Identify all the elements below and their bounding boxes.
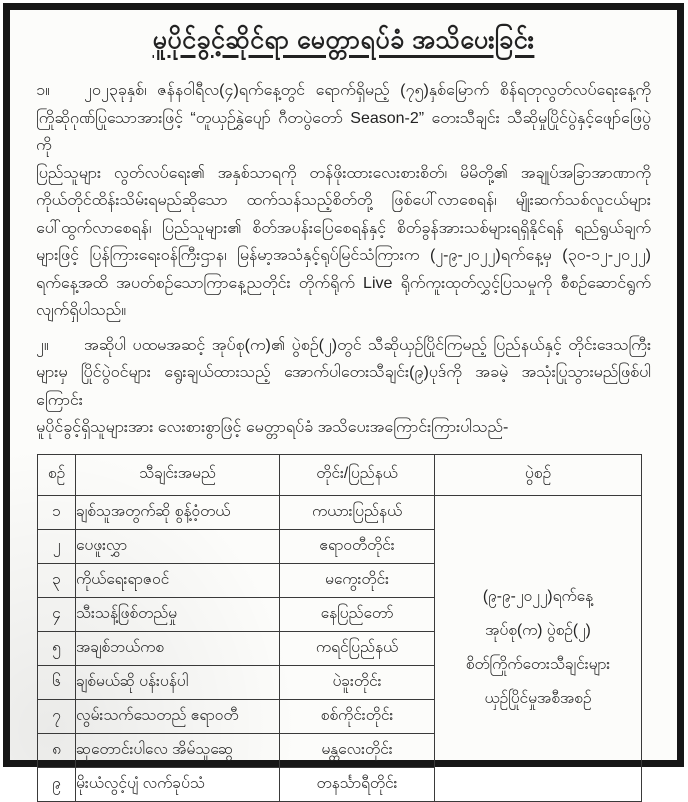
event-cell-line: ယှဉ်ပြိုင်မှုအစီအစဉ် bbox=[484, 690, 592, 707]
cell-number: ၅ bbox=[38, 631, 76, 665]
cell-number: ၁ bbox=[38, 495, 76, 529]
body-paragraphs bbox=[10, 77, 677, 442]
cell-song-name: ကိုယ်ရေးရာဇဝင် bbox=[76, 563, 280, 597]
cell-region-state: ပဲခူးတိုင်း bbox=[280, 665, 435, 699]
paragraph-line: ရက်နေ့အထိ အပတ်စဉ်သောကြာနေ့ညတိုင်း တိုက်ရိုက် Live ရိုက်ကူးထုတ်လွှင့်ပြသမှုကို စီစဉ်ဆောင်ရွက် bbox=[36, 274, 651, 292]
cell-number: ၄ bbox=[38, 597, 76, 631]
paragraph-line: ၂။ အဆိုပါ ပထမအဆင့် အုပ်စု(က)၏ ပွဲစဉ်(၂)တွင် သီဆိုယှဉ်ပြိုင်ကြမည့် ပြည်နယ်နှင့် တိုင်းဒေသကြီး bbox=[36, 332, 651, 360]
header-song-name: သီချင်းအမည် bbox=[76, 454, 280, 495]
paragraph-number: ၁။ bbox=[36, 82, 50, 99]
cell-region-state: ဧရာဝတီတိုင်း bbox=[280, 529, 435, 563]
paragraph-line: ၁။ ၂၀၂၃ခုနှစ်၊ ဇန်နဝါရီလ(၄)ရက်နေ့တွင် ရောက်ရှိမည့် (၇၅)နှစ်မြောက် စိန်ရတုလွတ်လပ်ရေးနေ့ကို bbox=[36, 77, 651, 105]
cell-region-state: မကွေးတိုင်း bbox=[280, 563, 435, 597]
song-table-body bbox=[38, 495, 642, 801]
table-header-row bbox=[38, 454, 642, 495]
event-cell-line: စိတ်ကြိုက်တေးသီချင်းများ bbox=[465, 656, 611, 673]
event-cell-line: (၉-၉-၂၀၂၂)ရက်နေ့ bbox=[482, 588, 594, 605]
paragraph-line: ပေါ်ထွက်လာစေရန်၊ ပြည်သူများ၏ စိတ်အပန်းပြေစေရန်နှင့် စိတ်ခွန်အားသစ်များရရှိနိုင်ရန် ရည်ရွယ်ချက် bbox=[36, 219, 651, 237]
paragraph-number: ၂။ bbox=[36, 336, 49, 354]
cell-song-name: သီးသန့်ဖြစ်တည်မှု bbox=[76, 597, 280, 631]
event-merged-cell bbox=[435, 495, 642, 801]
paragraph bbox=[36, 332, 651, 442]
song-table bbox=[37, 454, 642, 802]
paragraph-line: များမှ ပြိုင်ပွဲဝင်များ ရွေးချယ်ထားသည့် အောက်ပါတေးသီချင်း(၉)ပုဒ်ကို အခမဲ့ အသုံးပြုသွားမည်ဖြစ်ပါ ကြောင်း bbox=[36, 364, 651, 409]
document-page bbox=[3, 3, 684, 792]
cell-number: ၆ bbox=[38, 665, 76, 699]
cell-number: ၃ bbox=[38, 563, 76, 597]
cell-region-state: စစ်ကိုင်းတိုင်း bbox=[280, 699, 435, 733]
cell-region-state: ကယားပြည်နယ် bbox=[280, 495, 435, 529]
header-region-state: တိုင်း/ပြည်နယ် bbox=[280, 454, 435, 495]
paragraph-line: မူပိုင်ခွင့်ရှိသူများအား လေးစားစွာဖြင့် မေတ္တာရပ်ခံ အသိပေးအကြောင်းကြားပါသည်- bbox=[36, 419, 509, 436]
paragraph-line: များဖြင့် ပြန်ကြားရေးဝန်ကြီးဌာန၊ မြန်မာ့အသံနှင့်ရုပ်မြင်သံကြားက (၂-၉-၂၀၂၂)ရက်နေ့မှ (၃၀-၁၂-၂၀၂၂) bbox=[36, 247, 651, 264]
cell-song-name: ချစ်မယ်ဆို ပန်းပန်ပါ bbox=[76, 665, 280, 699]
cell-song-name: လွမ်းသက်သေတည် ဧရာဝတီ bbox=[76, 699, 280, 733]
paragraph-line: လျက်ရှိပါသည်။ bbox=[36, 302, 127, 319]
cell-region-state: မန္တလေးတိုင်း bbox=[280, 733, 435, 767]
cell-number: ၈ bbox=[38, 733, 76, 767]
cell-song-name: မိုးယံလွင့်ပျံ လက်ခုပ်သံ bbox=[76, 767, 280, 801]
paragraph-line: ကိုယ်တိုင်ထိန်းသိမ်းရမည်ဆိုသော ထက်သန်သည့်စိတ်တို့ ဖြစ်ပေါ်လာစေရန်၊ မျိုးဆက်သစ်လူငယ်များ bbox=[36, 192, 651, 209]
cell-song-name: ဆုတောင်းပါလေ အိမ်သူဆွေ bbox=[76, 733, 280, 767]
cell-number: ၂ bbox=[38, 529, 76, 563]
cell-number: ၇ bbox=[38, 699, 76, 733]
paragraph-line: ပြည်သူများ လွတ်လပ်ရေး၏ အနှစ်သာရကို တန်ဖိုးထားလေးစားစိတ်၊ မိမိတို့၏ အချုပ်အခြာအာဏာကို bbox=[36, 164, 651, 182]
table-row bbox=[38, 495, 642, 529]
header-number: စဉ် bbox=[38, 454, 76, 495]
cell-region-state: ကရင်ပြည်နယ် bbox=[280, 631, 435, 665]
page-title: မူပိုင်ခွင့်ဆိုင်ရာ မေတ္တာရပ်ခံ အသိပေးခြင်း bbox=[152, 26, 535, 54]
cell-song-name: အချစ်ဘယ်ကစ bbox=[76, 631, 280, 665]
header-event: ပွဲစဉ် bbox=[435, 454, 642, 495]
cell-song-name: ချစ်သူအတွက်ဆို စွန့်ဝံ့တယ် bbox=[76, 495, 280, 529]
paragraph bbox=[36, 77, 651, 325]
paragraph-line: ကြိုဆိုဂုဏ်ပြုသောအားဖြင့် “တူယှဉ်နွှဲပျော် ဂီတပွဲတော် Season-2” တေးသီချင်း သီဆိုမှုပြိုင်ပွဲနှင့်ဖျော်ဖြေပွဲကို bbox=[36, 109, 651, 154]
cell-song-name: ပေဖူးလွှာ bbox=[76, 529, 280, 563]
cell-region-state: တနင်္သာရီတိုင်း bbox=[280, 767, 435, 801]
event-cell-line: အုပ်စု(က) ပွဲစဉ်(၂) bbox=[485, 622, 591, 639]
cell-number: ၉ bbox=[38, 767, 76, 801]
cell-region-state: နေပြည်တော် bbox=[280, 597, 435, 631]
